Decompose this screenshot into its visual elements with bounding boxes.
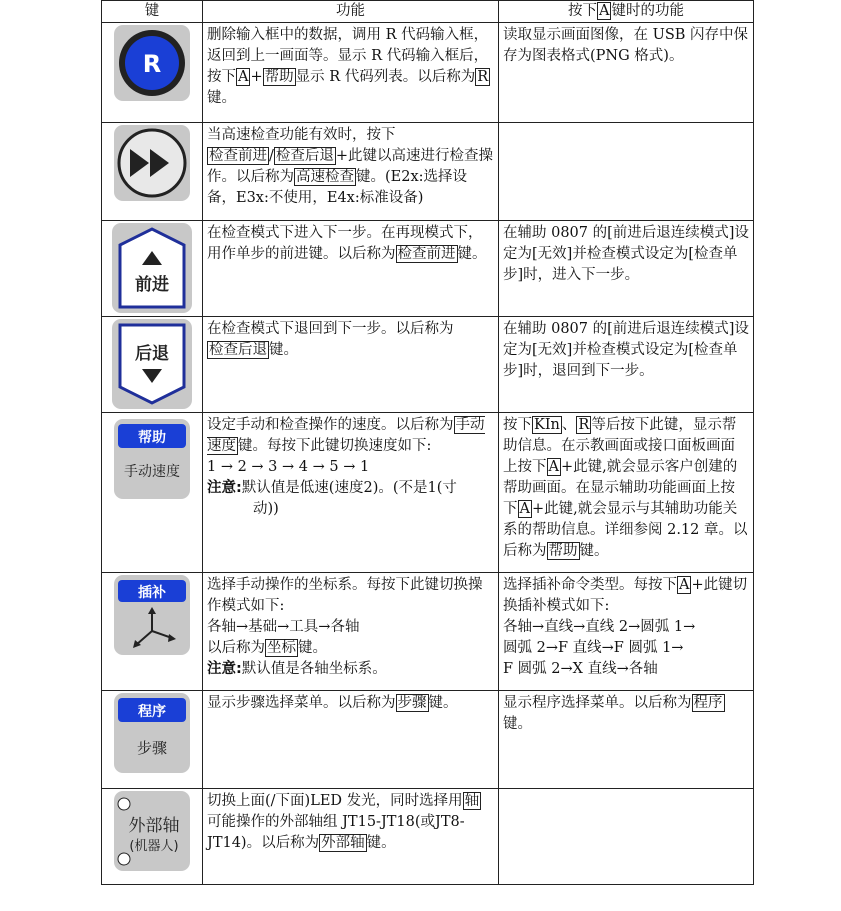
function-text: 切换上面(/下面)LED 发光，同时选择用 轴可能操作的外部轴组 JT15-JT18(或JT8-JT14)。以后称为 外部轴 键。 — [203, 789, 499, 885]
a-function-text — [499, 789, 754, 885]
interpolation-key-label: 插补 — [138, 585, 166, 601]
table-header-row — [102, 1, 754, 23]
a-function-text: 显示程序选择菜单。以后称为 程序键。 — [499, 691, 754, 789]
table-row — [102, 23, 754, 123]
key-cell — [102, 573, 203, 691]
note-label: 注意: — [207, 661, 242, 677]
note-label: 注意: — [207, 480, 242, 496]
key-function-table — [101, 0, 754, 885]
a-function-text: 按下 KIn 、 R 等后按下此键，显示帮助信息。在示教画面或接口面板画面上按下 A +此键,就会显示客户创建的帮助画面。在显示辅助功能画面上按下 A +此键,就会显示与其辅助功能关系的帮助信息。详细参阅 2.12 章。以后称为 帮助 键。 — [499, 413, 754, 573]
function-text: 在检查模式下退回到下一步。以后称为 检查后退 键。 — [203, 317, 499, 413]
header-function: 功能 — [203, 1, 499, 23]
key-cell — [102, 23, 203, 123]
manual-speed-icon — [114, 419, 190, 499]
external-axis-key-label: 外部轴 — [128, 816, 180, 836]
a-function-text: 选择插补命令类型。每按下 A +此键切换插补模式如下: 各轴→直线→直线 2→圆弧 1→ 圆弧 2→F 直线→F 圆弧 1→ F 圆弧 2→X 直线→各轴 — [499, 573, 754, 691]
header-a-function: 按下 A 键时的功能 — [499, 1, 754, 23]
robot-key-label: (机器人) — [129, 839, 179, 854]
key-cell — [102, 317, 203, 413]
a-function-text — [499, 123, 754, 221]
table-row — [102, 123, 754, 221]
table-row — [102, 789, 754, 885]
function-text: 当高速检查功能有效时，按下 检查前进 / 检查后退 +此键以高速进行检查操作。以后称为 高速检查 键。(E2x:选择设备，E3x:不使用，E4x:标准设备) — [203, 123, 499, 221]
speed-sequence: 1 → 2 → 3 → 4 → 5 → 1 — [207, 459, 370, 475]
step-back-label: 后退 — [135, 344, 169, 364]
fast-forward-icon — [114, 125, 190, 201]
step-back-icon — [112, 319, 192, 409]
help-key-label: 帮助 — [138, 430, 166, 446]
a-function-text: 在辅助 0807 的[前进后退连续模式]设定为[无效]并检查模式设定为[检查单步]时，进入下一步。 — [499, 221, 754, 317]
table-row — [102, 317, 754, 413]
manual-speed-key-label: 手动速度 — [124, 464, 180, 480]
r-key-icon — [114, 25, 190, 101]
external-axis-icon — [114, 791, 190, 871]
r-key-label: R — [142, 50, 162, 78]
key-cell — [102, 691, 203, 789]
table-row — [102, 691, 754, 789]
table-row — [102, 573, 754, 691]
key-cell — [102, 789, 203, 885]
function-text: 删除输入框中的数据，调用 R 代码输入框，返回到上一画面等。显示 R 代码输入框后，按下 A + 帮助 显示 R 代码列表。以后称为 R键。 — [203, 23, 499, 123]
coordinate-icon — [114, 575, 190, 655]
function-text: 显示步骤选择菜单。以后称为 步骤 键。 — [203, 691, 499, 789]
function-text: 在检查模式下进入下一步。在再现模式下，用作单步的前进键。以后称为 检查前进 键。 — [203, 221, 499, 317]
step-key-label: 步骤 — [136, 739, 168, 757]
function-text: 设定手动和检查操作的速度。以后称为 手动速度 键。每按下此键切换速度如下: 1 → 2 → 3 → 4 → 5 → 1 注意:默认值是低速(速度2)。(不是1(寸 动)) — [203, 413, 499, 573]
key-cell — [102, 413, 203, 573]
table-row — [102, 221, 754, 317]
step-forward-label: 前进 — [135, 275, 169, 295]
a-function-text: 读取显示画面图像，在 USB 闪存中保存为图表格式(PNG 格式)。 — [499, 23, 754, 123]
key-cell — [102, 123, 203, 221]
a-function-text: 在辅助 0807 的[前进后退连续模式]设定为[无效]并检查模式设定为[检查单步]时，退回到下一步。 — [499, 317, 754, 413]
program-key-label: 程序 — [138, 704, 166, 720]
function-text: 选择手动操作的坐标系。每按下此键切换操作模式如下: 各轴→基础→工具→各轴 以后称为 坐标 键。 注意:默认值是各轴坐标系。 — [203, 573, 499, 691]
step-program-icon — [114, 693, 190, 773]
key-cell — [102, 221, 203, 317]
step-forward-icon — [112, 223, 192, 313]
header-key: 键 — [102, 1, 203, 23]
table-row — [102, 413, 754, 573]
